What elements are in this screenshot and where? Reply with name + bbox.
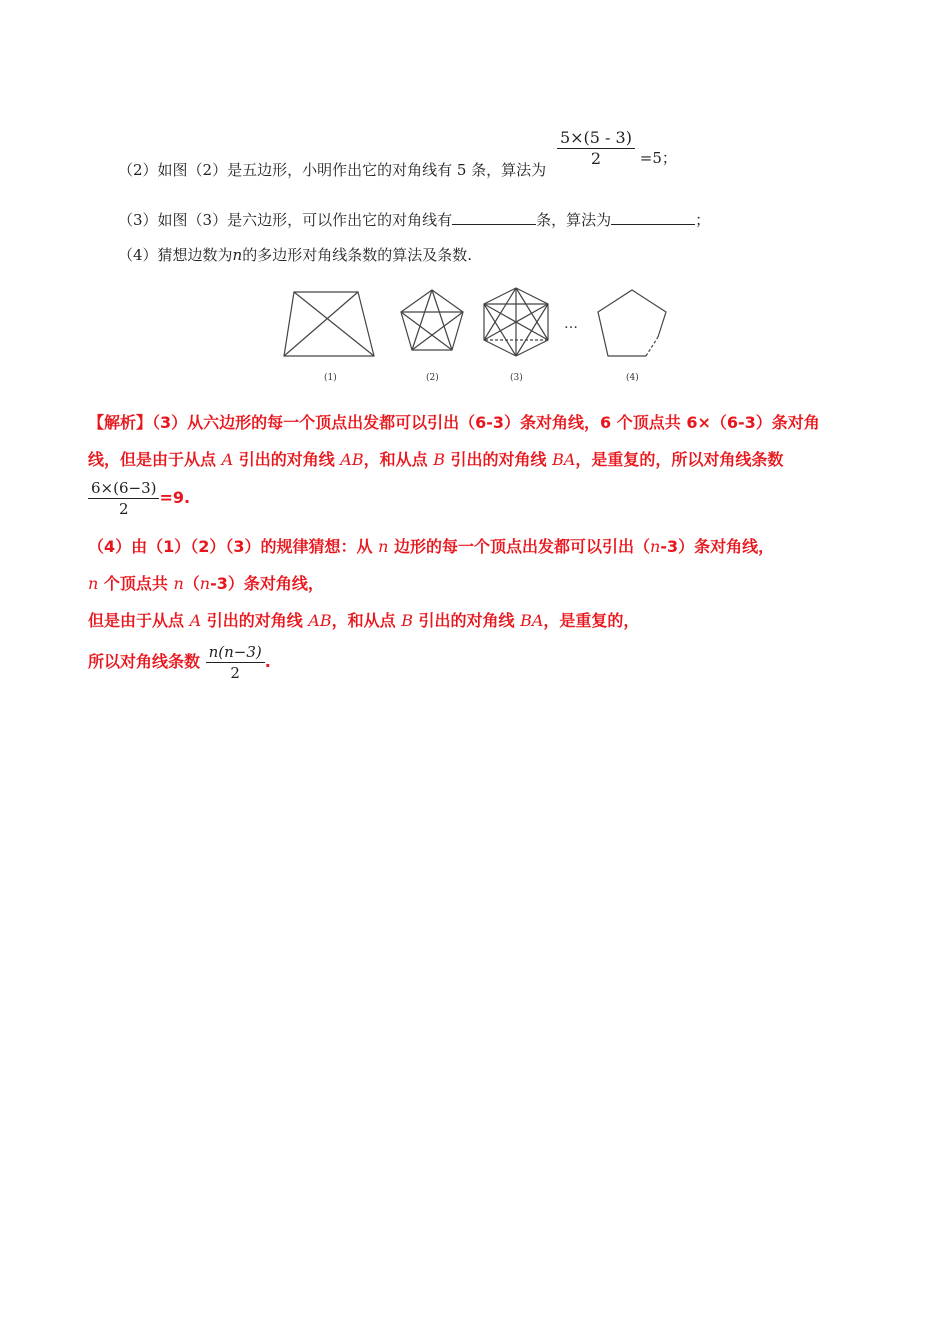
- q3-text-c: ；: [695, 211, 711, 229]
- general-fraction-numerator: n(n−3): [206, 642, 265, 663]
- analysis-text: 线，但是由于从点: [88, 450, 222, 469]
- general-fraction-denominator: 2: [230, 664, 240, 682]
- hexagon-fraction: [88, 478, 159, 519]
- analysis-text: 所以对角线条数: [88, 652, 201, 671]
- analysis-text: ，和从点: [363, 450, 434, 469]
- variable-n: n: [378, 537, 389, 556]
- q3-answer-blank-formula[interactable]: [611, 210, 695, 225]
- question-4: [118, 245, 472, 265]
- figure-caption-1: (1): [324, 373, 337, 383]
- figure-ellipsis: …: [564, 316, 578, 332]
- variable-n: n: [173, 574, 184, 593]
- segment-ba: BA: [520, 611, 544, 630]
- figure-caption-4: (4): [626, 373, 639, 383]
- figure-quadrilateral: [284, 292, 374, 356]
- q3-answer-blank-count[interactable]: [452, 210, 536, 225]
- analysis-para-1b: [88, 449, 783, 471]
- q3-text-b: 条，算法为: [536, 211, 612, 229]
- analysis-formula-1: [88, 478, 190, 519]
- figure-caption-3: (3): [510, 373, 523, 383]
- analysis-para-4: [88, 610, 639, 632]
- analysis-text: 引出的对角线: [444, 450, 553, 469]
- analysis-text: -3）条对角线，: [660, 537, 775, 556]
- analysis-text: ，是重复的，: [543, 611, 640, 630]
- q2-fraction-numerator: 5×(5 - 3): [557, 128, 635, 149]
- analysis-text: ，是重复的，所以对角线条数: [575, 450, 784, 469]
- q4-text-b: 的多边形对角线条数的算法及条数.: [242, 246, 472, 264]
- polygon-figures: [278, 284, 678, 388]
- figure-caption-2: (2): [426, 373, 439, 383]
- figure-pentagon-open: [598, 290, 666, 356]
- q4-text-a: （4）猜想边数为: [118, 246, 233, 264]
- analysis-para-1a: [88, 412, 820, 434]
- general-result: .: [264, 652, 271, 671]
- analysis-text: ，和从点: [331, 611, 402, 630]
- variable-n: n: [88, 574, 99, 593]
- figure-hexagon-diagonals: [484, 288, 548, 356]
- variable-n: n: [199, 574, 211, 593]
- segment-ab: AB: [340, 450, 364, 469]
- analysis-text: 引出的对角线: [412, 611, 521, 630]
- hexagon-result: =9.: [159, 488, 191, 507]
- segment-ab: AB: [308, 611, 332, 630]
- analysis-para-2: [88, 536, 774, 558]
- analysis-text: 但是由于从点: [88, 611, 190, 630]
- q2-text: （2）如图（2）是五边形，小明作出它的对角线有 5 条，算法为: [118, 160, 547, 179]
- analysis-label: 【解析】: [88, 413, 153, 432]
- variable-n: n: [650, 537, 661, 556]
- point-b: B: [433, 450, 445, 469]
- point-a: A: [221, 450, 234, 469]
- figure-pentagon-diagonals: [401, 290, 463, 350]
- analysis-text: （4）由（1）（2）（3）的规律猜想：从: [88, 537, 379, 556]
- question-2: [118, 128, 677, 179]
- hexagon-fraction-denominator: 2: [118, 500, 129, 518]
- q3-text-a: （3）如图（3）是六边形，可以作出它的对角线有: [118, 211, 453, 229]
- analysis-text: 引出的对角线: [233, 450, 341, 469]
- q2-fraction-denominator: 2: [590, 149, 602, 168]
- segment-ba: BA: [552, 450, 576, 469]
- analysis-text: （3）从六边形的每一个顶点出发都可以引出（6-3）条对角线，6 个顶点共 6×（6-3）条对角: [152, 413, 820, 432]
- analysis-text: -3）条对角线，: [210, 574, 324, 593]
- question-3: [118, 210, 710, 230]
- q2-result: =5；: [639, 148, 677, 167]
- general-fraction: [206, 642, 265, 683]
- analysis-text: 引出的对角线: [201, 611, 309, 630]
- point-b: B: [401, 611, 413, 630]
- analysis-text: 边形的每一个顶点出发都可以引出（: [388, 537, 650, 556]
- point-a: A: [189, 611, 202, 630]
- analysis-text: 个顶点共: [98, 574, 174, 593]
- q2-fraction: [557, 128, 635, 169]
- hexagon-fraction-numerator: 6×(6−3): [88, 478, 159, 499]
- q4-variable-n: n: [232, 246, 243, 264]
- analysis-text: （: [183, 574, 200, 593]
- analysis-para-3: [88, 573, 324, 595]
- analysis-para-5: [88, 642, 271, 683]
